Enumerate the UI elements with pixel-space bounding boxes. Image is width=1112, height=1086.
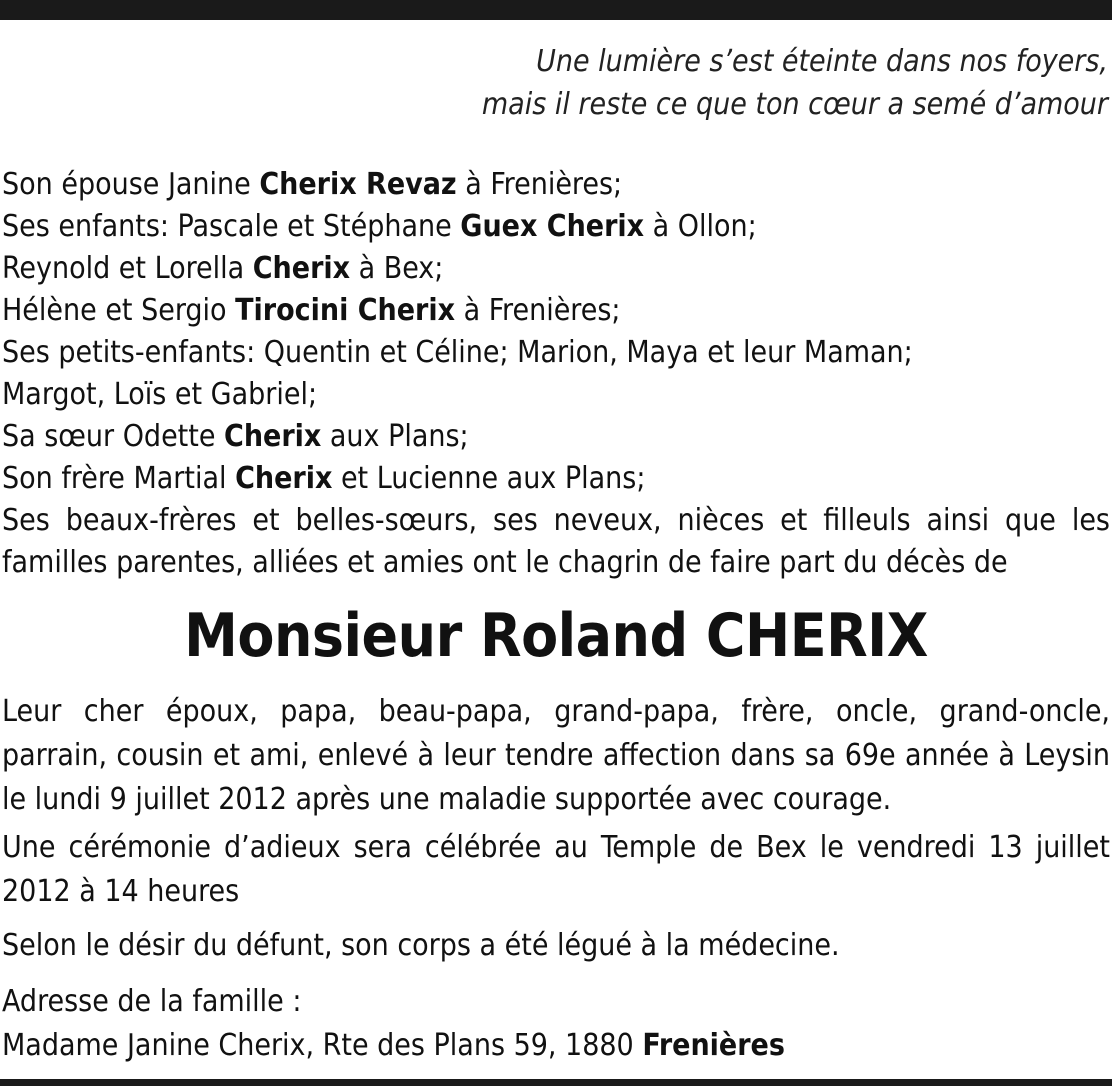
surname: Cherix: [235, 461, 333, 496]
family-announcement-list: [2, 164, 1110, 584]
epigraph-quote: [482, 40, 1108, 126]
deceased-name-heading: Monsieur Roland CHERIX: [184, 601, 928, 671]
family-line-grandchildren-2: Margot, Loïs et Gabriel;: [2, 377, 318, 412]
family-line-sister: [2, 416, 1110, 458]
text: Ses enfants: Pascale et Stéphane: [2, 209, 461, 244]
text: à Bex;: [350, 251, 444, 286]
top-rule: [0, 0, 1112, 20]
bottom-rule: [0, 1079, 1112, 1086]
text: Son frère Martial: [2, 461, 236, 496]
text: et Lucienne aux Plans;: [332, 461, 646, 496]
surname: Guex Cherix: [460, 209, 645, 244]
family-line-brother: [2, 458, 1110, 500]
text: à Frenières;: [456, 167, 623, 202]
address-label: Adresse de la famille :: [2, 984, 302, 1019]
text: Madame Janine Cherix, Rte des Plans 59, 1880: [2, 1028, 643, 1063]
family-address: [2, 980, 1110, 1068]
family-line-children: [2, 206, 1110, 248]
tribute-paragraph: Leur cher époux, papa, beau-papa, grand-papa, frère, oncle, grand-oncle, parrain, cousin et ami, enlevé à leur tendre affection dans sa 69e année à Leysin le lundi 9 juillet 2012 après une maladie supportée avec courage.: [2, 694, 1110, 817]
family-line-child-3: [2, 290, 1110, 332]
text: Hélène et Sergio: [2, 293, 236, 328]
text: aux Plans;: [321, 419, 469, 454]
text: Son épouse Janine: [2, 167, 260, 202]
ceremony-paragraph: Une cérémonie d’adieux sera célébrée au Temple de Bex le vendredi 13 juillet 2012 à 14 heures: [2, 830, 1110, 909]
donation-paragraph: Selon le désir du défunt, son corps a été légué à la médecine.: [2, 928, 840, 963]
family-line-spouse: [2, 164, 1110, 206]
surname: Tirocini Cherix: [235, 293, 456, 328]
text: à Frenières;: [455, 293, 621, 328]
surname: Cherix Revaz: [259, 167, 457, 202]
surname: Cherix: [252, 251, 351, 286]
town: Frenières: [642, 1028, 785, 1063]
family-line-child-2: [2, 248, 1110, 290]
surname: Cherix: [224, 419, 322, 454]
text: Reynold et Lorella: [2, 251, 253, 286]
quote-line-2: mais il reste ce que ton cœur a semé d’amour: [481, 87, 1108, 122]
quote-line-1: Une lumière s’est éteinte dans nos foyers,: [536, 44, 1108, 79]
address-line: [2, 1024, 1110, 1068]
family-line-extended: Ses beaux-frères et belles-sœurs, ses neveux, nièces et filleuls ainsi que les familles parentes, alliées et amies ont le chagrin de faire part du décès de: [2, 503, 1110, 580]
text: Sa sœur Odette: [2, 419, 225, 454]
text: à Ollon;: [644, 209, 757, 244]
family-line-grandchildren: Ses petits-enfants: Quentin et Céline; Marion, Maya et leur Maman;: [2, 335, 913, 370]
